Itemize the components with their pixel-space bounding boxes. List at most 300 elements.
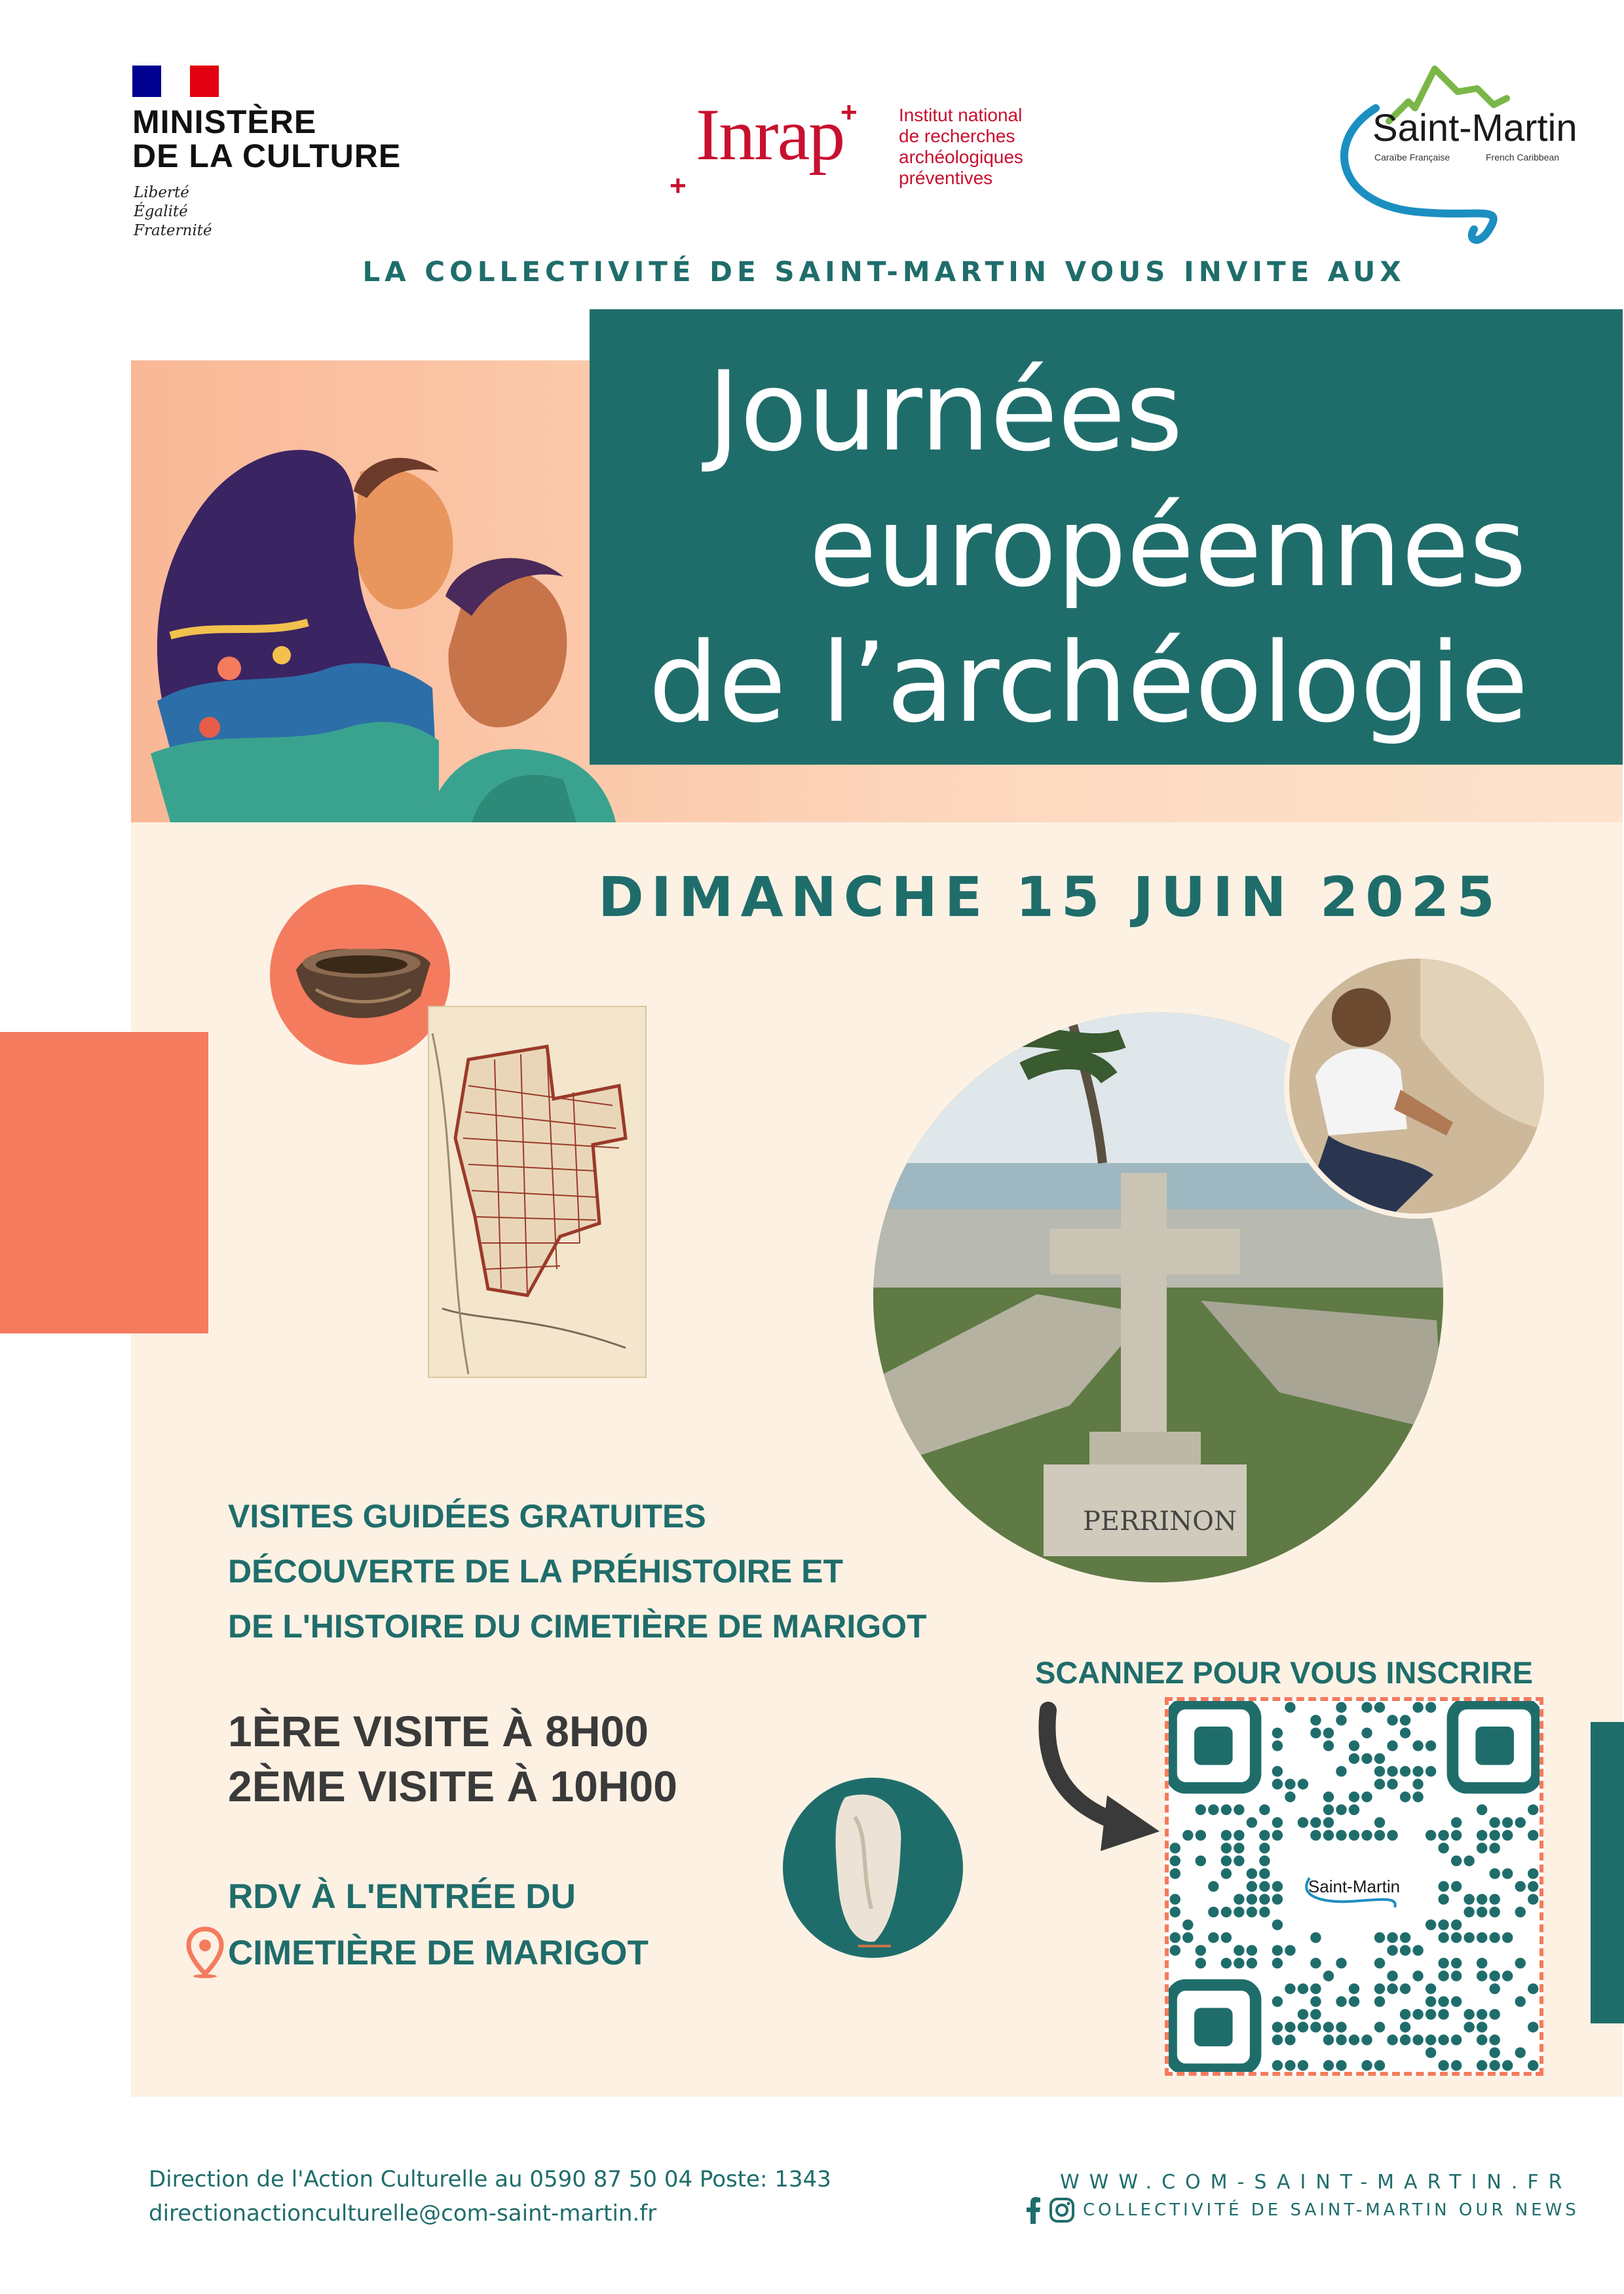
qr-module [1528, 1868, 1538, 1879]
qr-module [1463, 1932, 1474, 1943]
qr-module [1361, 2035, 1372, 2045]
qr-label: SCANNEZ POUR VOUS INSCRIRE [1035, 1655, 1533, 1690]
event-title [649, 344, 1528, 751]
qr-module [1272, 1881, 1283, 1892]
qr-module [1336, 2021, 1346, 2032]
qr-module [1272, 2035, 1283, 2045]
qr-module [1349, 1740, 1359, 1751]
qr-module [1400, 2021, 1410, 2032]
qr-module [1426, 1766, 1436, 1776]
inrap-sub-line: archéologiques [899, 147, 1023, 167]
qr-module [1426, 2048, 1436, 2058]
rdv-line-1: RDV À L'ENTRÉE DU [228, 1877, 576, 1916]
contact-info [149, 2162, 831, 2230]
qr-module [1272, 1919, 1283, 1930]
location-pin-icon [186, 1926, 224, 1979]
qr-module [1234, 1856, 1244, 1866]
qr-module [1438, 2035, 1448, 2045]
qr-module [1234, 1805, 1244, 1815]
title-line-1: Journées [708, 347, 1183, 476]
qr-module [1477, 1894, 1487, 1904]
qr-module [1463, 2009, 1474, 2019]
qr-module [1208, 1932, 1218, 1943]
qr-module [1196, 1805, 1206, 1815]
qr-module [1463, 1907, 1474, 1917]
qr-module [1349, 1753, 1359, 1764]
qr-module [1463, 1894, 1474, 1904]
qr-module [1272, 2060, 1283, 2071]
qr-module [1426, 1919, 1436, 1930]
qr-module [1170, 1868, 1180, 1879]
sm-logo-name: Saint-Martin [1372, 107, 1577, 149]
qr-module [1221, 1843, 1232, 1853]
pottery-photo [270, 885, 450, 1065]
qr-module [1310, 1728, 1321, 1738]
qr-module [1349, 1996, 1359, 2006]
qr-module [1502, 1817, 1513, 1827]
qr-module [1310, 1996, 1321, 2006]
qr-module [1247, 1881, 1257, 1892]
website-link[interactable]: WWW.COM-SAINT-MARTIN.FR [1060, 2171, 1572, 2194]
qr-module [1451, 1996, 1462, 2006]
qr-module [1323, 1791, 1334, 1802]
qr-module [1170, 1843, 1180, 1853]
qr-module [1247, 1945, 1257, 1955]
qr-module [1477, 2035, 1487, 2045]
qr-module [1502, 1932, 1513, 1943]
qr-module [1234, 1958, 1244, 1968]
qr-module [1400, 1728, 1410, 1738]
qr-module [1400, 2035, 1410, 2045]
qr-module [1272, 1817, 1283, 1827]
visites-line: DE L'HISTOIRE DU CIMETIÈRE DE MARIGOT [228, 1608, 927, 1645]
qr-module [1412, 1945, 1423, 1955]
qr-module [1221, 1805, 1232, 1815]
qr-module [1502, 2060, 1513, 2071]
qr-module [1336, 1830, 1346, 1841]
qr-module [1285, 2021, 1295, 2032]
qr-module [1349, 1830, 1359, 1841]
qr-module [1336, 1766, 1346, 1776]
qr-module [1272, 1996, 1283, 2006]
qr-module [1387, 1932, 1397, 1943]
qr-module [1310, 1817, 1321, 1827]
qr-module [1285, 2035, 1295, 2045]
qr-module [1374, 2060, 1385, 2071]
qr-module [1234, 1843, 1244, 1853]
qr-module [1259, 1907, 1270, 1917]
qr-module [1426, 1702, 1436, 1713]
qr-module [1336, 1702, 1346, 1713]
qr-module [1361, 1830, 1372, 1841]
sm-tag-right: French Caribbean [1486, 152, 1560, 162]
qr-module [1412, 1791, 1423, 1802]
qr-module [1412, 1740, 1423, 1751]
visites-line: DÉCOUVERTE DE LA PRÉHISTOIRE ET [228, 1553, 844, 1590]
qr-module [1272, 1766, 1283, 1776]
qr-module [1489, 2009, 1500, 2019]
qr-module [1323, 1817, 1334, 1827]
qr-finder-inner [1194, 2008, 1233, 2046]
qr-module [1170, 1894, 1180, 1904]
qr-module [1374, 1753, 1385, 1764]
saint-martin-logo [1336, 62, 1598, 246]
qr-module [1463, 1856, 1474, 1866]
qr-module [1285, 2060, 1295, 2071]
qr-module [1285, 1983, 1295, 1994]
visites-line: VISITES GUIDÉES GRATUITES [228, 1498, 706, 1535]
qr-module [1336, 1958, 1346, 1968]
qr-module [1323, 1970, 1334, 1981]
qr-module [1489, 1907, 1500, 1917]
qr-module [1323, 1740, 1334, 1751]
qr-module [1221, 1932, 1232, 1943]
qr-module [1196, 1856, 1206, 1866]
qr-module [1451, 1919, 1462, 1930]
qr-finder-inner [1475, 1727, 1514, 1765]
qr-module [1361, 1753, 1372, 1764]
qr-module [1451, 1856, 1462, 1866]
qr-module [1247, 1958, 1257, 1968]
qr-module [1400, 1791, 1410, 1802]
qr-module [1477, 1830, 1487, 1841]
qr-module [1221, 1856, 1232, 1866]
first-visit-time: 1ÈRE VISITE À 8H00 [228, 1707, 649, 1755]
qr-module [1451, 1932, 1462, 1943]
qr-module [1196, 1945, 1206, 1955]
qr-module [1374, 1996, 1385, 2006]
qr-module [1182, 1830, 1193, 1841]
marianne-flag [132, 66, 219, 97]
qr-module [1234, 1907, 1244, 1917]
qr-module [1259, 1843, 1270, 1853]
qr-module [1310, 2021, 1321, 2032]
qr-module [1438, 1919, 1448, 1930]
meeting-point [228, 1869, 649, 1981]
qr-module [1374, 1702, 1385, 1713]
qr-module [1489, 1868, 1500, 1879]
qr-module [1298, 1817, 1308, 1827]
qr-module [1272, 1740, 1283, 1751]
instagram-icon[interactable] [1049, 2197, 1075, 2223]
qr-module [1259, 1894, 1270, 1904]
qr-module [1170, 1907, 1180, 1917]
visites-description [228, 1489, 927, 1654]
qr-module [1477, 1958, 1487, 1968]
qr-module [1438, 2060, 1448, 2071]
qr-module [1170, 1945, 1180, 1955]
qr-module [1221, 1907, 1232, 1917]
qr-module [1400, 2009, 1410, 2019]
qr-module [1259, 1881, 1270, 1892]
qr-module [1515, 2048, 1526, 2058]
qr-module [1515, 1996, 1526, 2006]
qr-module [1310, 1983, 1321, 1994]
qr-module [1477, 1932, 1487, 1943]
ministry-name [132, 105, 401, 173]
motto-fraternite: Fraternité [134, 222, 212, 239]
qr-module [1234, 1945, 1244, 1955]
qr-module [1426, 1996, 1436, 2006]
qr-module [1438, 1970, 1448, 1981]
ministry-motto [134, 183, 212, 240]
qr-module [1451, 2035, 1462, 2045]
qr-module [1247, 1894, 1257, 1904]
qr-module [1477, 1970, 1487, 1981]
qr-module [1426, 1830, 1436, 1841]
qr-module [1285, 1779, 1295, 1789]
qr-module [1400, 1983, 1410, 1994]
facebook-icon[interactable] [1025, 2196, 1041, 2224]
qr-module [1310, 1830, 1321, 1841]
qr-module [1426, 1740, 1436, 1751]
qr-module [1489, 2048, 1500, 2058]
qr-module [1412, 2035, 1423, 2045]
excavation-photo [1284, 953, 1549, 1219]
qr-module [1387, 1983, 1397, 1994]
qr-module [1349, 1983, 1359, 1994]
qr-module [1323, 1728, 1334, 1738]
social-links [1025, 2196, 1579, 2224]
ministry-line2: DE LA CULTURE [132, 138, 402, 174]
qr-module [1247, 1868, 1257, 1879]
qr-module [1451, 2060, 1462, 2071]
qr-module [1502, 1830, 1513, 1841]
qr-module [1489, 1894, 1500, 1904]
qr-module [1310, 1932, 1321, 1943]
qr-module [1349, 1791, 1359, 1802]
qr-module [1489, 1830, 1500, 1841]
qr-module [1374, 1779, 1385, 1789]
inrap-logo-text: Inrap [696, 94, 844, 176]
qr-module [1310, 1715, 1321, 1725]
qr-module [1298, 2060, 1308, 2071]
qr-module [1387, 1945, 1397, 1955]
qr-module [1438, 1830, 1448, 1841]
qr-module [1412, 1779, 1423, 1789]
qr-module [1323, 2060, 1334, 2071]
qr-module [1463, 2021, 1474, 2032]
qr-module [1259, 1856, 1270, 1866]
qr-module [1208, 1907, 1218, 1917]
qr-module [1426, 2009, 1436, 2019]
qr-center-logo: Saint-Martin [1308, 1877, 1401, 1896]
qr-module [1477, 2009, 1487, 2019]
qr-module [1374, 1766, 1385, 1776]
qr-module [1336, 2035, 1346, 2045]
qr-module [1208, 1805, 1218, 1815]
qr-module [1285, 1945, 1295, 1955]
qr-module [1451, 1830, 1462, 1841]
qr-module [1374, 1817, 1385, 1827]
qr-module [1528, 1830, 1538, 1841]
qr-module [1272, 2021, 1283, 2032]
qr-module [1374, 1830, 1385, 1841]
event-date: DIMANCHE 15 JUIN 2025 [598, 865, 1502, 929]
qr-module [1489, 1932, 1500, 1943]
qr-module [1438, 1996, 1448, 2006]
registration-qr-code[interactable] [1165, 1697, 1543, 2076]
visit-times [228, 1704, 677, 1814]
qr-module [1196, 1830, 1206, 1841]
invite-banner: LA COLLECTIVITÉ DE SAINT-MARTIN VOUS INVITE AUX [362, 256, 1406, 288]
qr-module [1489, 2035, 1500, 2045]
qr-module [1477, 1907, 1487, 1917]
qr-module [1387, 1970, 1397, 1981]
qr-module [1272, 1945, 1283, 1955]
qr-module [1247, 1907, 1257, 1917]
qr-module [1170, 1932, 1180, 1943]
qr-module [1374, 2021, 1385, 2032]
qr-module [1412, 1702, 1423, 1713]
qr-module [1374, 1983, 1385, 1994]
ministry-line1: MINISTÈRE [132, 104, 317, 140]
qr-module [1387, 1779, 1397, 1789]
qr-module [1259, 1805, 1270, 1815]
qr-module [1451, 1817, 1462, 1827]
sm-tag-left: Caraïbe Française [1374, 152, 1450, 162]
qr-module [1438, 1958, 1448, 1968]
qr-module [1387, 2035, 1397, 2045]
inrap-sub-line: de recherches [899, 126, 1015, 146]
qr-module [1234, 1894, 1244, 1904]
qr-module [1272, 1779, 1283, 1789]
curved-arrow-icon [1029, 1697, 1166, 1854]
qr-module [1477, 1805, 1487, 1815]
contact-email[interactable]: directionactionculturelle@com-saint-martin.fr [149, 2200, 657, 2227]
qr-module [1285, 1702, 1295, 1713]
inrap-subtitle [899, 105, 1023, 189]
qr-module [1259, 1830, 1270, 1841]
qr-module [1438, 2009, 1448, 2019]
qr-module [1412, 1766, 1423, 1776]
qr-module [1489, 1843, 1500, 1853]
qr-module [1477, 2060, 1487, 2071]
hero-illustration [131, 360, 616, 822]
qr-module [1349, 2035, 1359, 2045]
stone-tool-photo [783, 1778, 963, 1958]
qr-module [1361, 1702, 1372, 1713]
qr-module [1515, 1958, 1526, 1968]
qr-module [1528, 1894, 1538, 1904]
social-handle: COLLECTIVITÉ DE SAINT-MARTIN OUR NEWS [1083, 2200, 1579, 2220]
qr-module [1387, 1766, 1397, 1776]
qr-module [1361, 2060, 1372, 2071]
qr-module [1336, 1805, 1346, 1815]
qr-module [1374, 1932, 1385, 1943]
qr-module [1323, 1830, 1334, 1841]
qr-module [1285, 1791, 1295, 1802]
qr-module [1400, 1932, 1410, 1943]
qr-module [1221, 1958, 1232, 1968]
qr-module [1272, 1894, 1283, 1904]
qr-module [1489, 2060, 1500, 2071]
qr-module [1349, 1805, 1359, 1815]
inrap-sub-line: préventives [899, 168, 993, 188]
motto-liberte: Liberté [134, 184, 189, 201]
qr-finder-inner [1194, 1727, 1233, 1765]
inrap-plus-icon: + [840, 96, 858, 128]
qr-module [1438, 1843, 1448, 1853]
qr-module [1208, 1881, 1218, 1892]
qr-module [1182, 1932, 1193, 1943]
qr-module [1412, 1970, 1423, 1981]
historical-map [428, 1006, 647, 1378]
qr-module [1528, 1881, 1538, 1892]
qr-module [1336, 1996, 1346, 2006]
qr-module [1323, 1805, 1334, 1815]
qr-module [1400, 1715, 1410, 1725]
qr-module [1400, 1766, 1410, 1776]
qr-module [1272, 1958, 1283, 1968]
qr-module [1400, 1945, 1410, 1955]
qr-module [1426, 1983, 1436, 1994]
qr-module [1528, 2021, 1538, 2032]
qr-module [1272, 1830, 1283, 1841]
qr-module [1502, 1868, 1513, 1879]
qr-module [1387, 1740, 1397, 1751]
qr-module [1336, 1715, 1346, 1725]
qr-module [1489, 1983, 1500, 1994]
contact-phone: Direction de l'Action Culturelle au 0590 87 50 04 Poste: 1343 [149, 2166, 831, 2192]
qr-module [1451, 1958, 1462, 1968]
qr-module [1247, 1817, 1257, 1827]
qr-module [1323, 2021, 1334, 2032]
qr-module [1310, 2009, 1321, 2019]
title-line-2: européennes [809, 483, 1527, 611]
tombstone-inscription: PERRINON [1083, 1506, 1237, 1537]
qr-module [1298, 1779, 1308, 1789]
motto-egalite: Égalité [134, 203, 188, 220]
qr-module [1528, 1805, 1538, 1815]
qr-module [1528, 1983, 1538, 1994]
qr-module [1272, 1728, 1283, 1738]
qr-module [1515, 1817, 1526, 1827]
qr-module [1298, 1983, 1308, 1994]
qr-module [1426, 2035, 1436, 2045]
qr-module [1438, 1894, 1448, 1904]
qr-module [1182, 1919, 1193, 1930]
qr-module [1451, 1970, 1462, 1981]
qr-module [1170, 1856, 1180, 1866]
qr-module [1477, 1843, 1487, 1853]
inrap-sub-line: Institut national [899, 105, 1023, 125]
qr-module [1438, 1881, 1448, 1892]
qr-module [1528, 2060, 1538, 2071]
qr-module [1489, 1817, 1500, 1827]
inrap-plus-icon: + [670, 170, 687, 202]
second-visit-time: 2ÈME VISITE À 10H00 [228, 1762, 677, 1810]
qr-module [1259, 1868, 1270, 1879]
qr-module [1412, 2009, 1423, 2019]
qr-module [1221, 1830, 1232, 1841]
qr-module [1374, 1958, 1385, 1968]
qr-module [1387, 1830, 1397, 1841]
qr-module [1361, 1728, 1372, 1738]
qr-module [1438, 1932, 1448, 1943]
qr-module [1298, 2009, 1308, 2019]
qr-module [1502, 1970, 1513, 1981]
qr-module [1451, 1881, 1462, 1892]
qr-module [1515, 1907, 1526, 1917]
qr-module [1196, 1958, 1206, 1968]
title-line-3: de l’archéologie [649, 619, 1528, 747]
qr-module [1489, 1970, 1500, 1981]
decorative-coral-block [0, 1032, 208, 1333]
qr-module [1336, 2060, 1346, 2071]
qr-module [1323, 2035, 1334, 2045]
qr-module [1298, 2021, 1308, 2032]
